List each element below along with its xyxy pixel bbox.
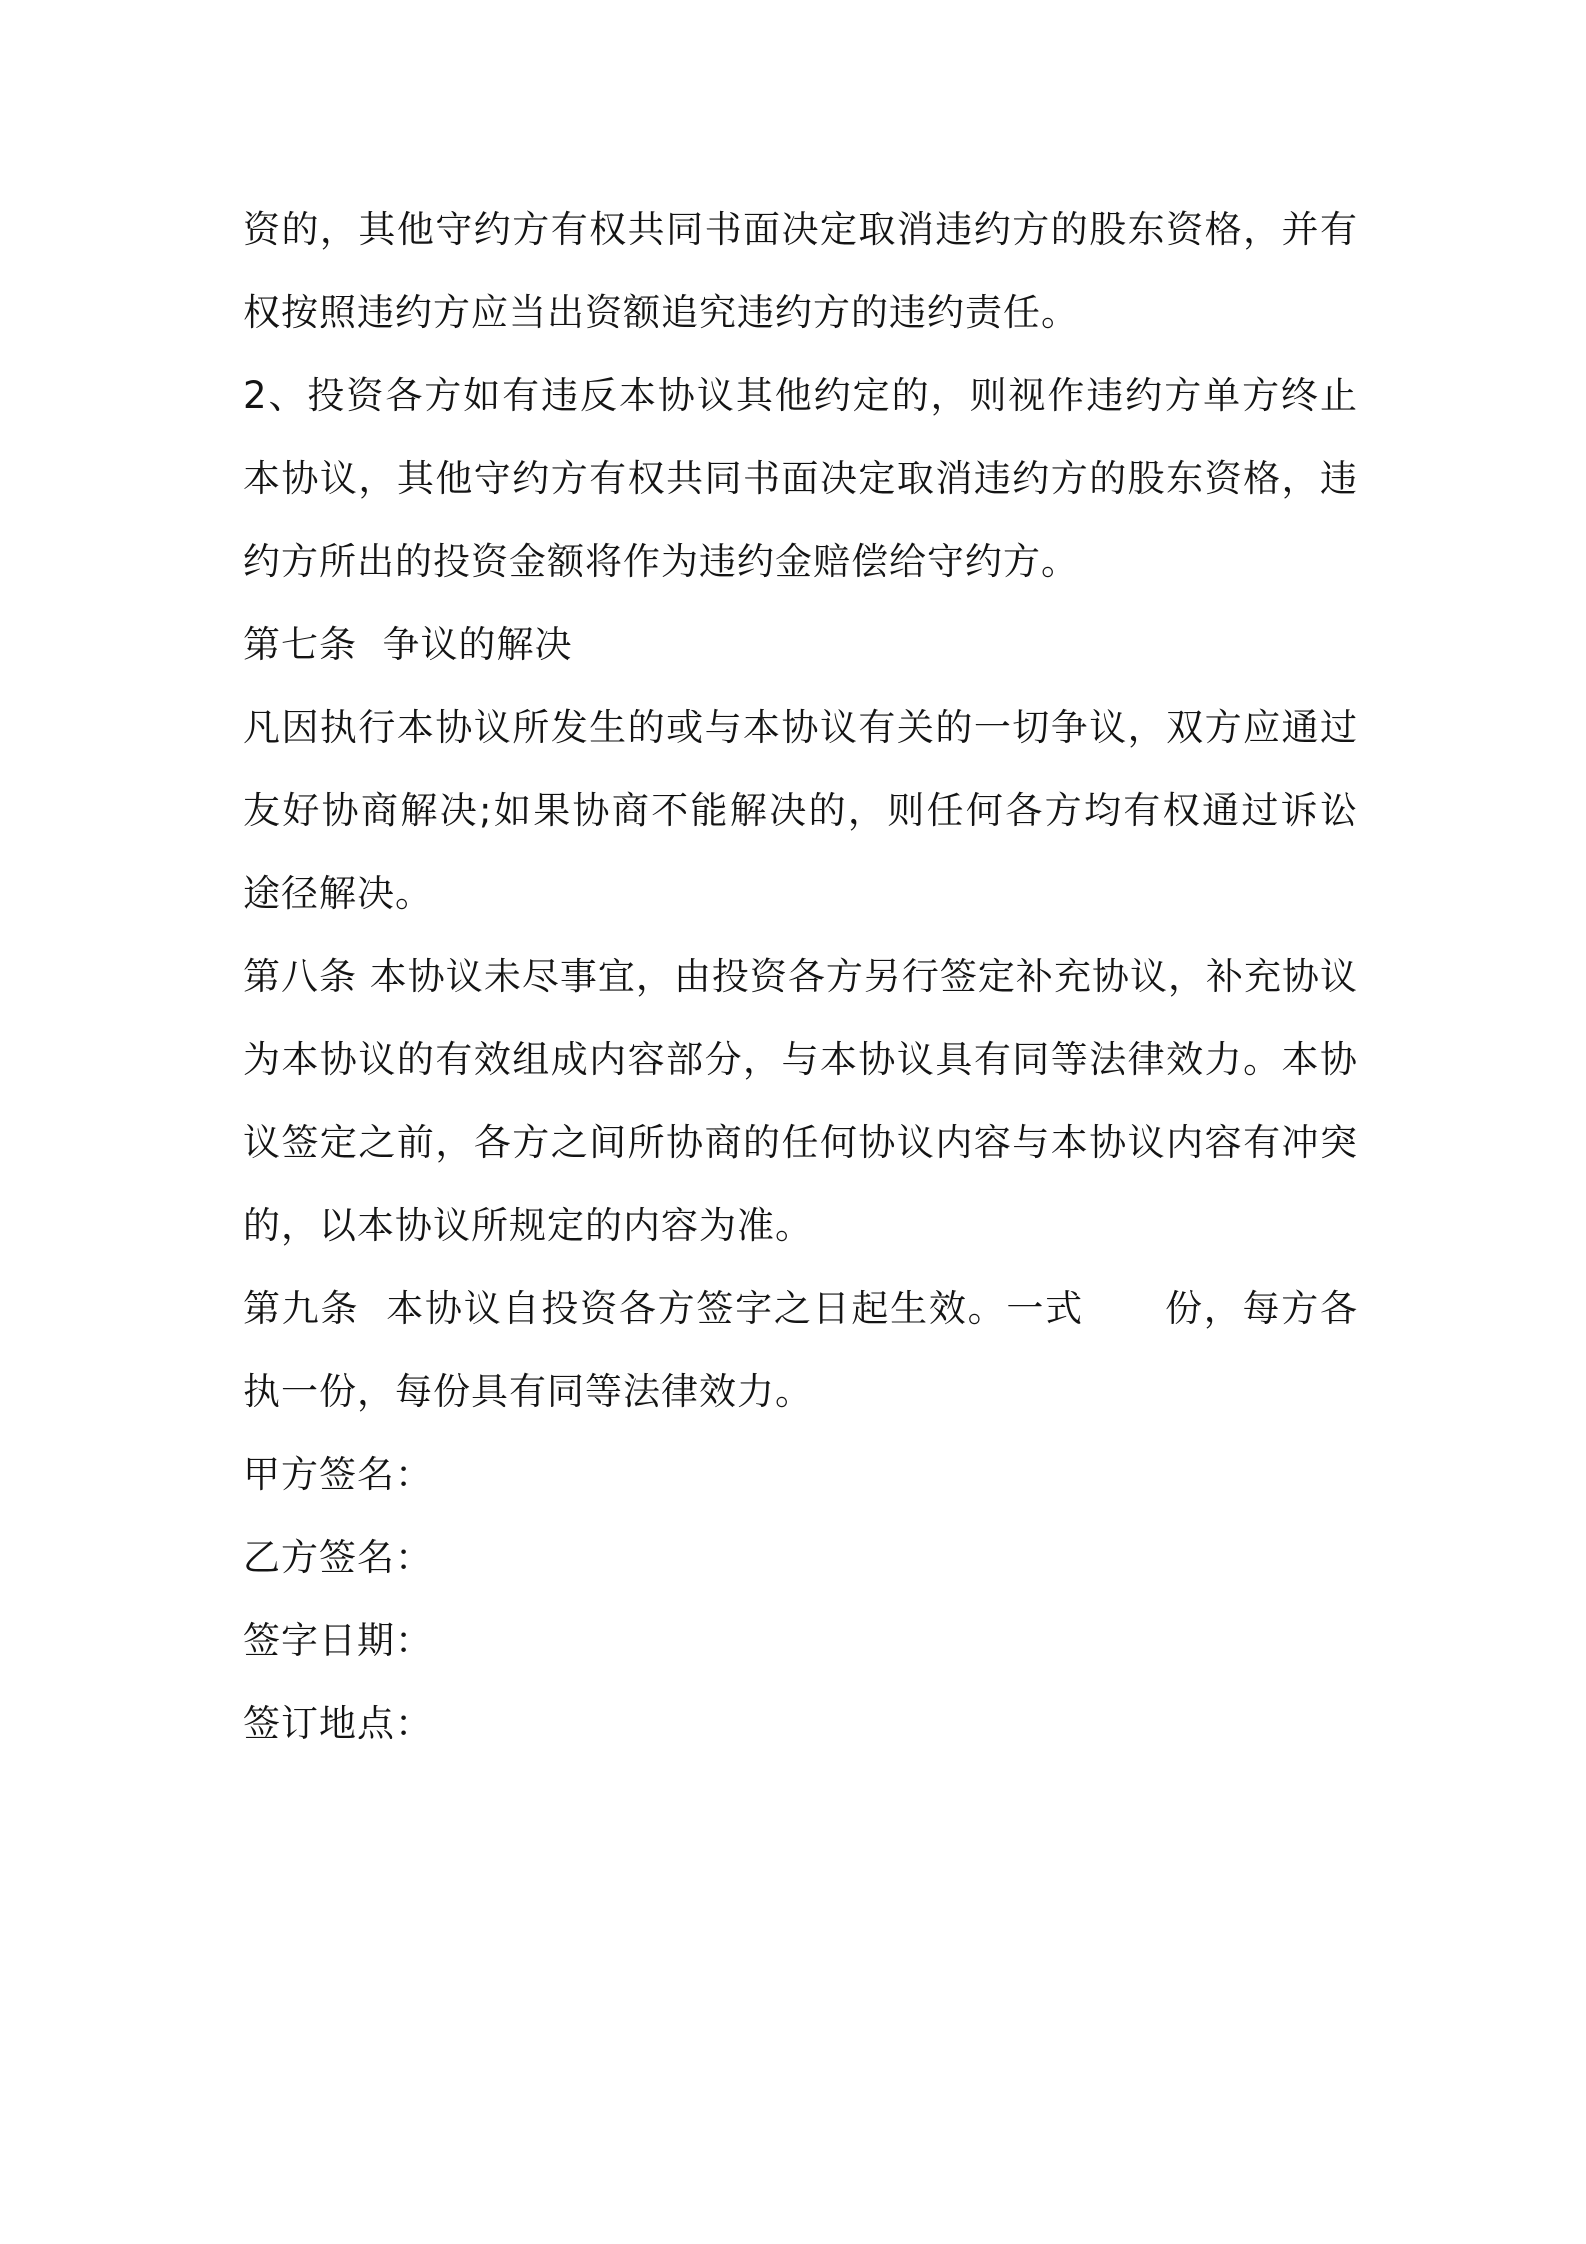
paragraph-breach-other: 2、投资各方如有违反本协议其他约定的，则视作违约方单方终止本协议，其他守约方有权共同书面决定取消违约方的股东资格，违约方所出的投资金额将作为违约金赔偿给守约方。 — [243, 374, 1358, 583]
article-7-heading: 第七条 争议的解决 — [243, 623, 573, 666]
paragraph-article-8: 第八条 本协议未尽事宜，由投资各方另行签定补充协议，补充协议为本协议的有效组成内容部分，与本协议具有同等法律效力。本协议签定之前，各方之间所协商的任何协议内容与本协议内容有冲突的，以本协议所规定的内容为准。 — [243, 955, 1358, 1247]
paragraph-dispute-resolution: 凡因执行本协议所发生的或与本协议有关的一切争议，双方应通过友好协商解决;如果协商不能解决的，则任何各方均有权通过诉讼途径解决。 — [243, 706, 1358, 915]
party-b-signature-label: 乙方签名： — [243, 1536, 433, 1579]
signing-date-label: 签字日期： — [243, 1619, 433, 1662]
party-a-signature-label: 甲方签名： — [243, 1453, 433, 1496]
paragraph-breach-capital: 资的，其他守约方有权共同书面决定取消违约方的股东资格，并有权按照违约方应当出资额追究违约方的违约责任。 — [243, 208, 1358, 334]
signing-place-label: 签订地点： — [243, 1702, 433, 1745]
paragraph-article-9: 第九条 本协议自投资各方签字之日起生效。一式 份，每方各执一份，每份具有同等法律效力。 — [243, 1287, 1358, 1413]
document-body — [243, 188, 1358, 1765]
